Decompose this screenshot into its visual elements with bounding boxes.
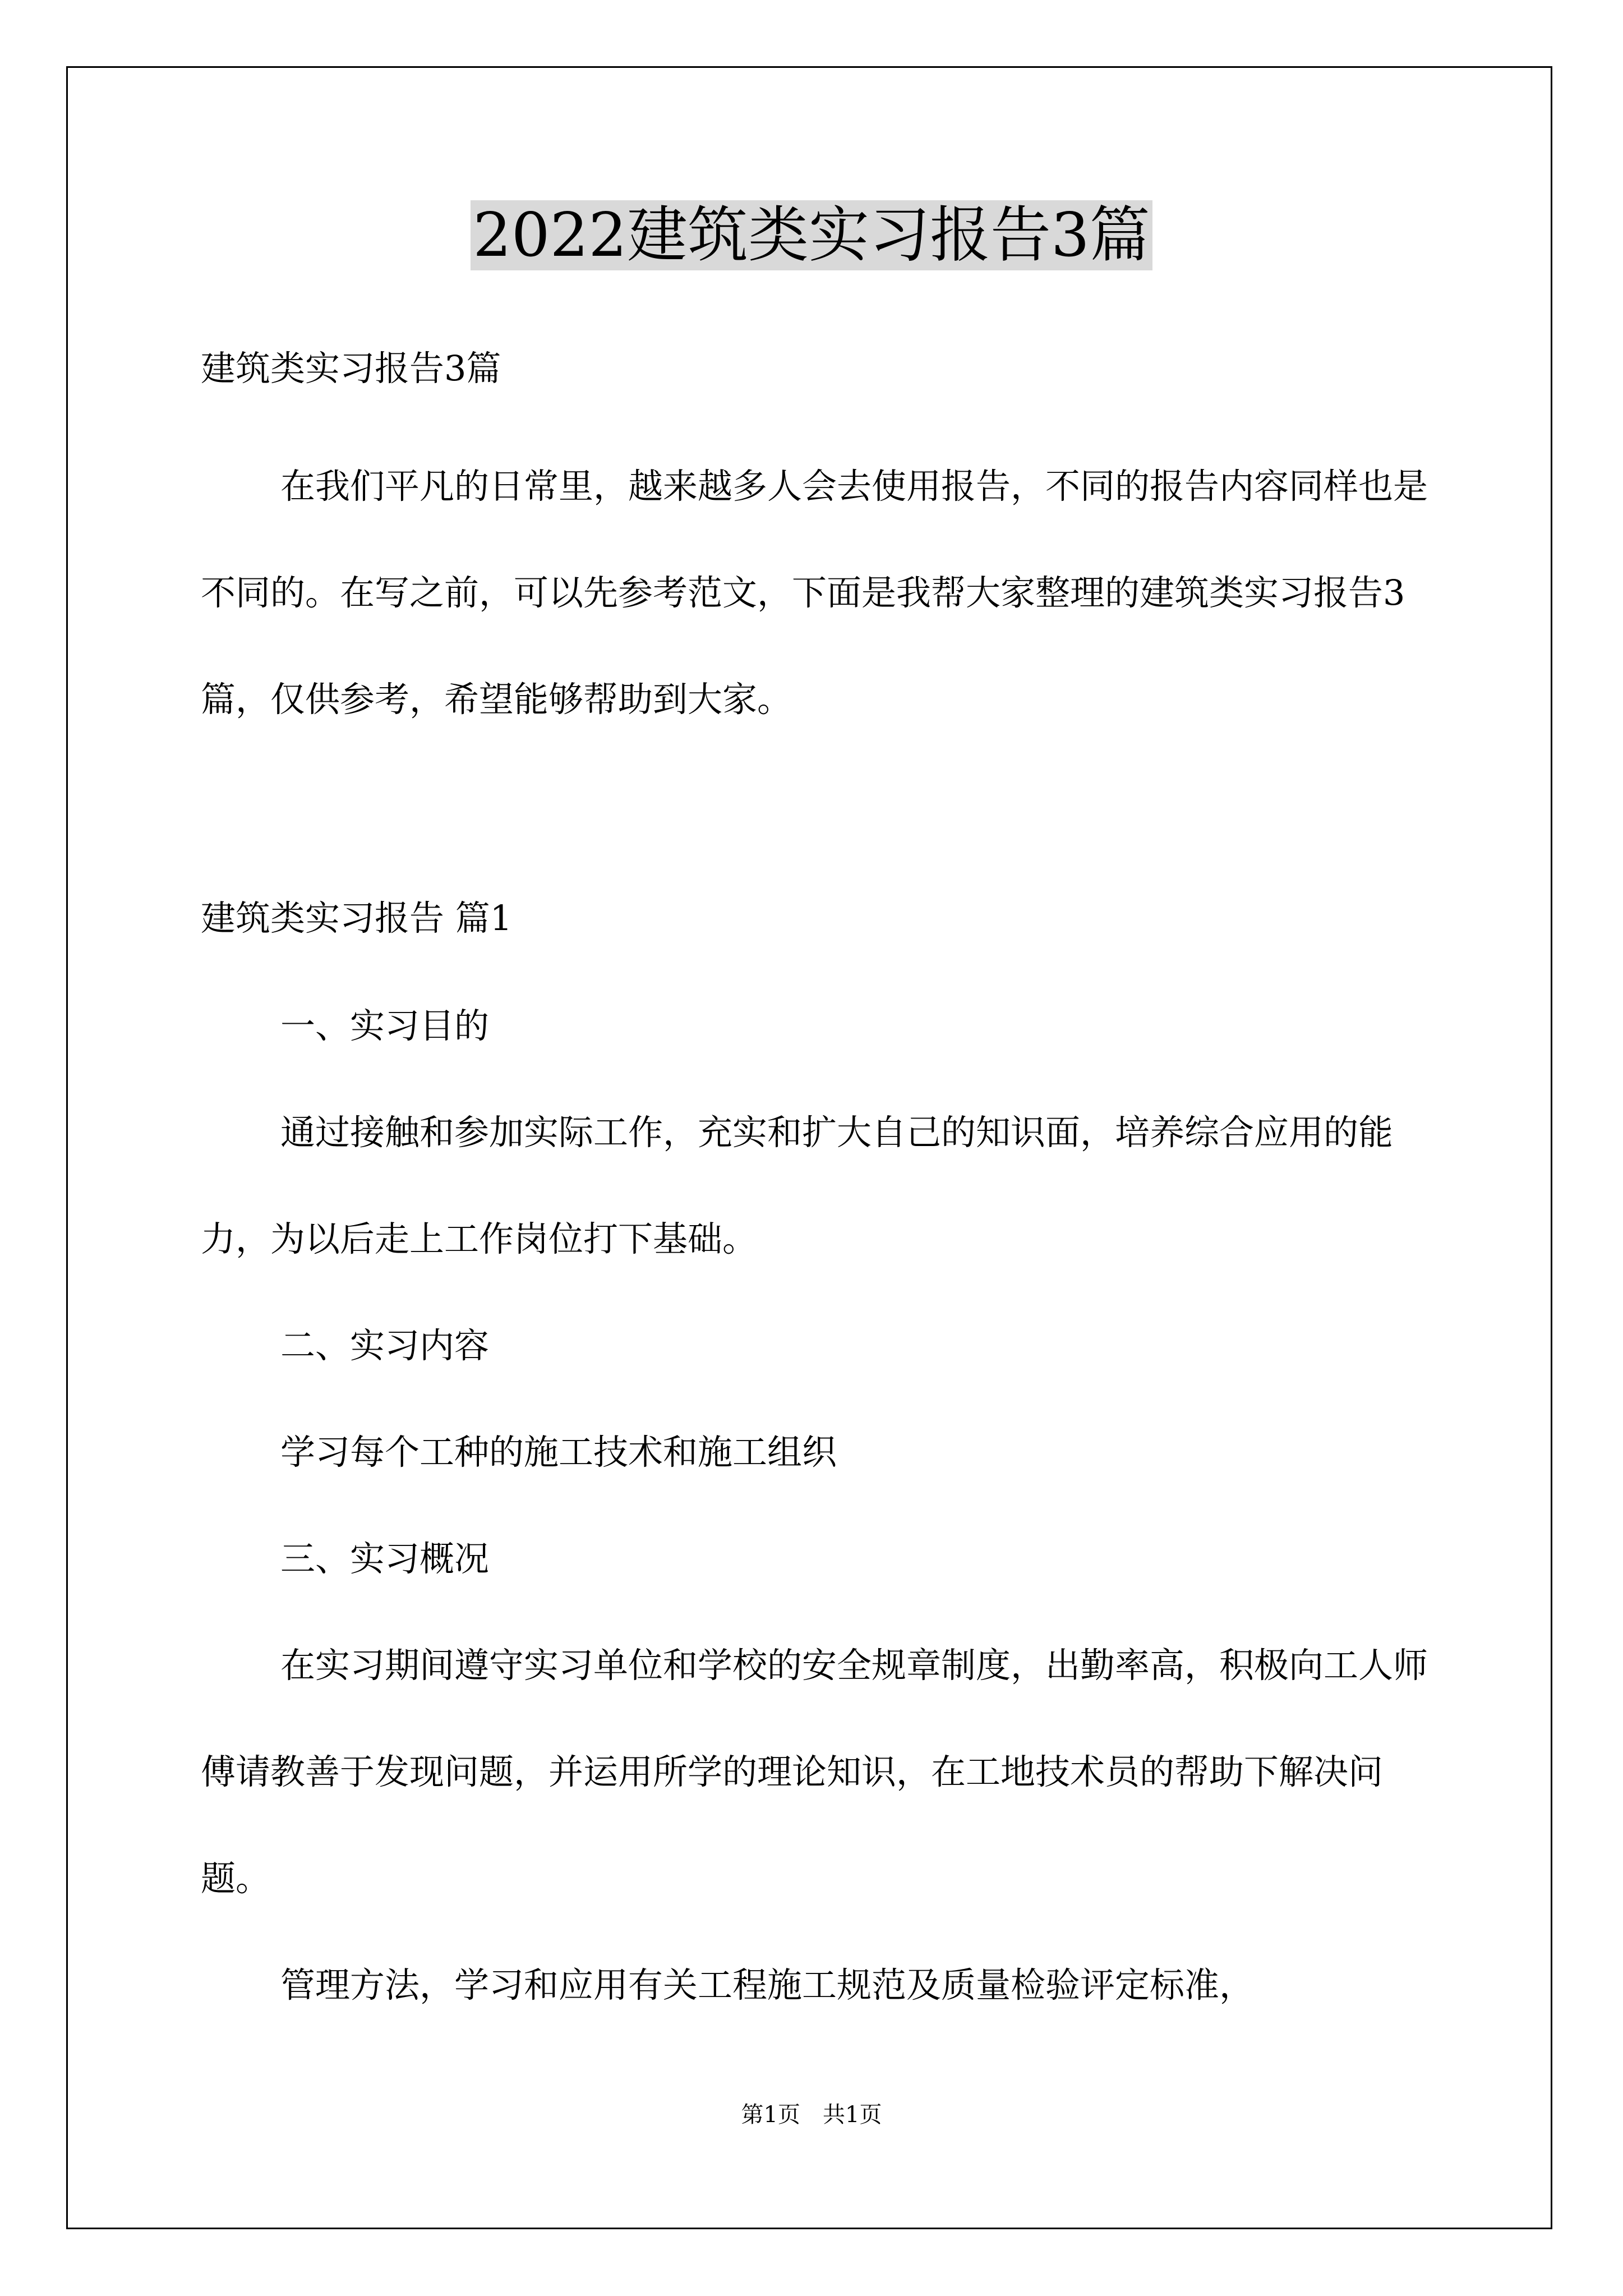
heading-overview: 三、实习概况 (280, 1538, 490, 1579)
document-title (0, 196, 1623, 275)
paragraph-overview: 在实习期间遵守实习单位和学校的安全规章制度，出勤率高，积极向工人师傅请教善于发现问题，并运用所学的理论知识，在工地技术员的帮助下解决问题。 (201, 1645, 1428, 1899)
document-subtitle: 建筑类实习报告3篇 (201, 348, 501, 389)
intro-paragraph: 在我们平凡的日常里，越来越多人会去使用报告，不同的报告内容同样也是不同的。在写之前，可以先参考范文，下面是我帮大家整理的建筑类实习报告3篇，仅供参考，希望能够帮助到大家。 (201, 466, 1428, 720)
heading-purpose: 一、实习目的 (280, 1005, 490, 1046)
paragraph-content: 学习每个工种的施工技术和施工组织 (280, 1432, 837, 1473)
heading-content: 二、实习内容 (280, 1325, 490, 1366)
page-footer: 第1页 共1页 (741, 2102, 882, 2128)
document-title-text: 2022建筑类实习报告3篇 (471, 200, 1152, 270)
paragraph-purpose: 通过接触和参加实际工作，充实和扩大自己的知识面，培养综合应用的能力，为以后走上工作岗位打下基础。 (201, 1112, 1394, 1259)
section-heading: 建筑类实习报告 篇1 (201, 898, 513, 938)
paragraph-management: 管理方法，学习和应用有关工程施工规范及质量检验评定标准， (280, 1964, 1255, 2005)
